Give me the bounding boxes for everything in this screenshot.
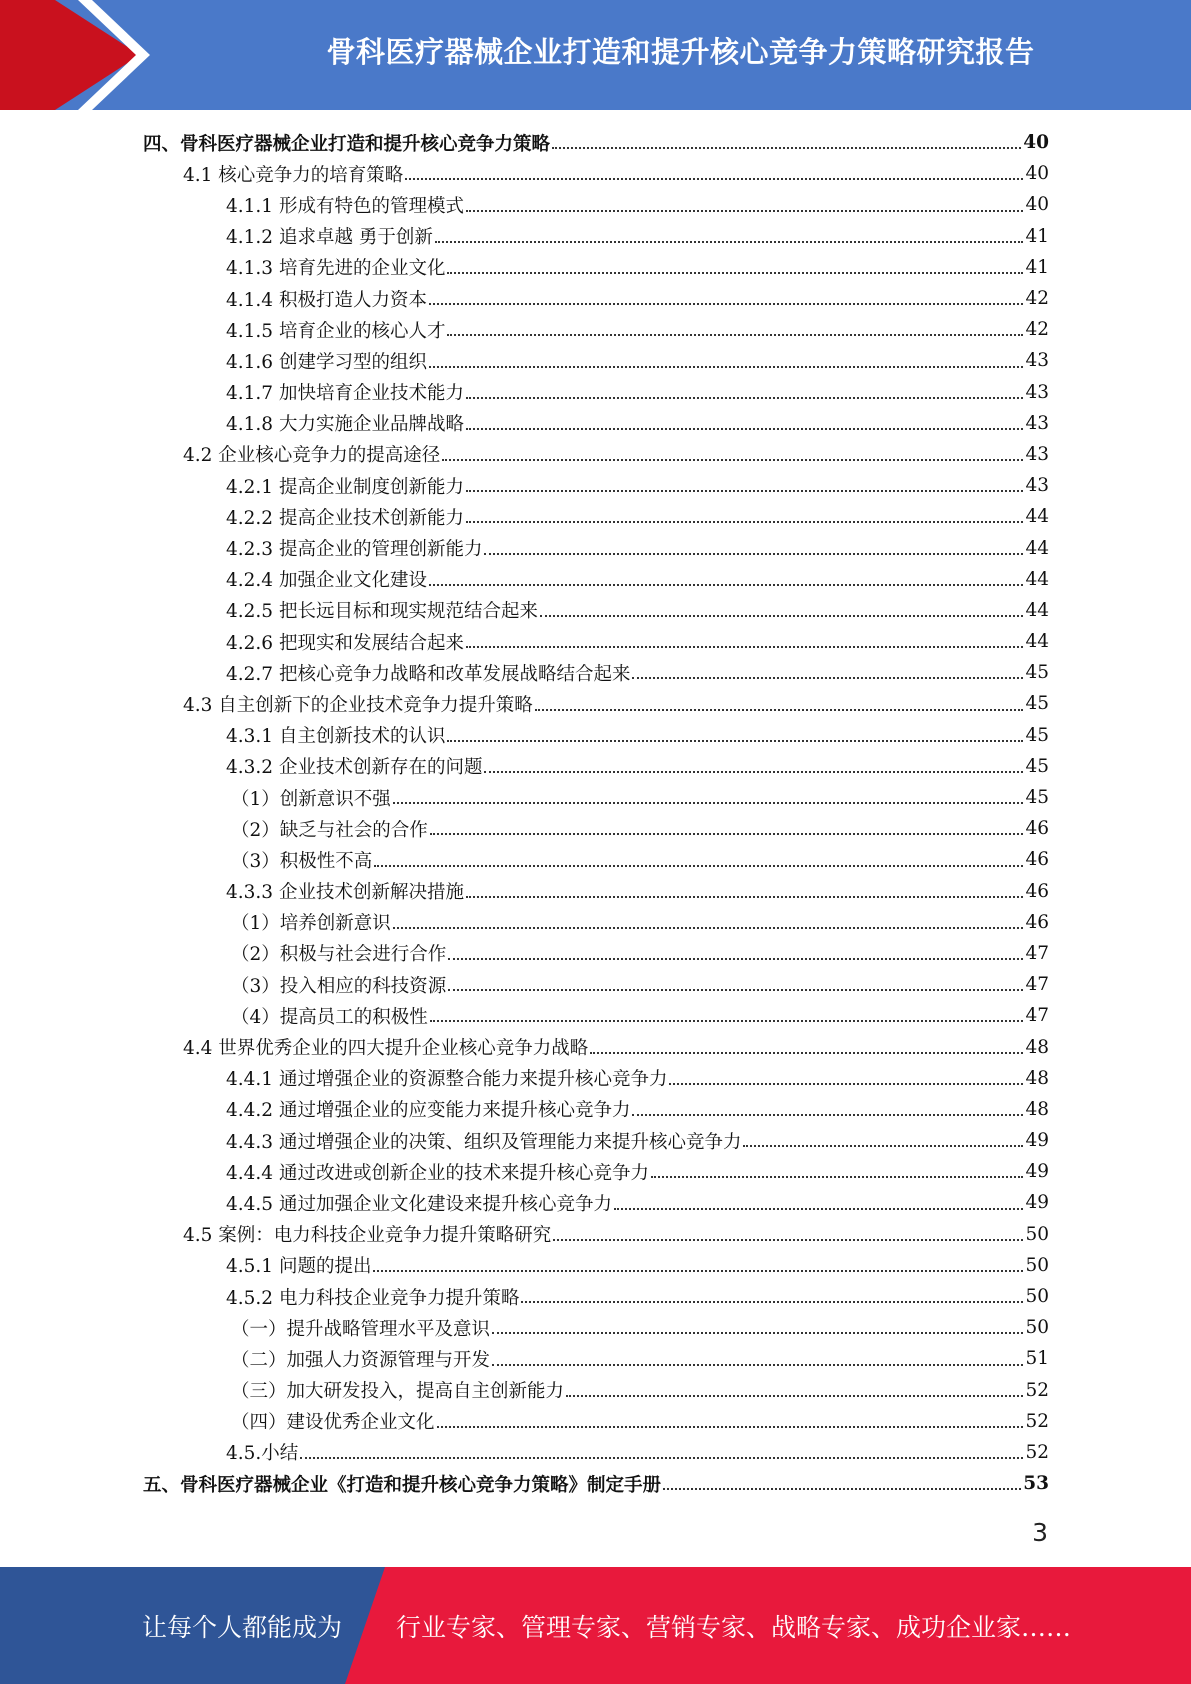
toc-entry-title: 4.2.1 提高企业制度创新能力 xyxy=(226,476,464,498)
toc-entry-page: 44 xyxy=(1025,631,1049,653)
toc-entry[interactable] xyxy=(143,688,1049,719)
table-of-contents xyxy=(143,127,1049,1499)
toc-entry-page: 47 xyxy=(1025,1005,1049,1027)
toc-entry-page: 43 xyxy=(1025,350,1049,372)
toc-entry-page: 45 xyxy=(1025,724,1049,746)
toc-entry-title: 4.1.6 创建学习型的组织 xyxy=(226,351,427,373)
toc-entry-title: 4.4 世界优秀企业的四大提升企业核心竞争力战略 xyxy=(183,1038,589,1060)
header-red-arrow xyxy=(0,0,140,110)
toc-entry[interactable] xyxy=(143,345,1049,376)
toc-entry-page: 52 xyxy=(1025,1379,1049,1401)
toc-entry-title: （一）提升战略管理水平及意识 xyxy=(231,1318,491,1340)
toc-entry-page: 49 xyxy=(1025,1161,1049,1183)
toc-entry-title: 4.1.3 培育先进的企业文化 xyxy=(226,258,446,280)
toc-entry-title: 4.2.7 把核心竞争力战略和改革发展战略结合起来 xyxy=(226,663,631,685)
toc-dot-leader xyxy=(632,1113,1023,1116)
toc-dot-leader xyxy=(437,1425,1024,1428)
toc-dot-leader xyxy=(540,614,1023,617)
toc-entry[interactable] xyxy=(143,564,1049,595)
toc-entry-page: 44 xyxy=(1025,537,1049,559)
toc-dot-leader xyxy=(484,770,1023,773)
toc-entry[interactable] xyxy=(143,532,1049,563)
toc-entry[interactable] xyxy=(143,751,1049,782)
toc-entry-title: 4.5 案例：电力科技企业竞争力提升策略研究 xyxy=(183,1225,552,1247)
toc-dot-leader xyxy=(614,1207,1023,1210)
toc-entry-title: 4.5.2 电力科技企业竞争力提升策略 xyxy=(226,1287,520,1309)
toc-entry[interactable] xyxy=(143,221,1049,252)
toc-entry-page: 45 xyxy=(1025,662,1049,684)
toc-entry-page: 48 xyxy=(1025,1067,1049,1089)
toc-dot-leader xyxy=(492,1331,1023,1334)
footer-slogan-left: 让每个人都能成为 xyxy=(142,1612,343,1642)
toc-entry-page: 45 xyxy=(1025,755,1049,777)
toc-entry-title: 4.1 核心竞争力的培育策略 xyxy=(183,164,404,186)
toc-entry-page: 53 xyxy=(1023,1473,1049,1495)
toc-entry[interactable] xyxy=(143,470,1049,501)
toc-dot-leader xyxy=(669,1082,1023,1085)
toc-dot-leader xyxy=(743,1144,1023,1147)
toc-entry-page: 48 xyxy=(1025,1098,1049,1120)
toc-entry-title: 4.1.7 加快培育企业技术能力 xyxy=(226,383,464,405)
toc-entry[interactable] xyxy=(143,1063,1049,1094)
toc-dot-leader xyxy=(590,1051,1023,1054)
toc-entry[interactable] xyxy=(143,907,1049,938)
toc-entry-title: 4.3.3 企业技术创新解决措施 xyxy=(226,882,464,904)
toc-entry-title: （3）积极性不高 xyxy=(231,850,373,872)
toc-entry[interactable] xyxy=(143,158,1049,189)
toc-entry-page: 46 xyxy=(1025,880,1049,902)
toc-entry-page: 41 xyxy=(1025,225,1049,247)
toc-entry-title: 4.2.4 加强企业文化建设 xyxy=(226,570,427,592)
toc-dot-leader xyxy=(466,427,1023,430)
toc-entry-page: 50 xyxy=(1025,1223,1049,1245)
toc-entry-title: 4.3.2 企业技术创新存在的问题 xyxy=(226,757,483,779)
toc-dot-leader xyxy=(447,333,1023,336)
page-header xyxy=(0,0,1191,110)
toc-entry[interactable] xyxy=(143,408,1049,439)
toc-entry[interactable] xyxy=(143,876,1049,907)
toc-entry-page: 43 xyxy=(1025,443,1049,465)
toc-dot-leader xyxy=(484,552,1023,555)
toc-entry-page: 44 xyxy=(1025,568,1049,590)
toc-entry[interactable] xyxy=(143,1187,1049,1218)
toc-dot-leader xyxy=(448,957,1023,960)
toc-entry[interactable] xyxy=(143,595,1049,626)
toc-entry[interactable] xyxy=(143,1406,1049,1437)
toc-dot-leader xyxy=(553,1238,1023,1241)
toc-dot-leader xyxy=(374,864,1023,867)
toc-entry-title: 4.5.小结 xyxy=(226,1443,299,1465)
toc-dot-leader xyxy=(552,146,1021,149)
toc-entry-page: 40 xyxy=(1023,132,1049,154)
toc-entry[interactable] xyxy=(143,1468,1049,1499)
toc-entry[interactable] xyxy=(143,252,1049,283)
toc-dot-leader xyxy=(663,1487,1021,1490)
toc-entry-title: 4.1.5 培育企业的核心人才 xyxy=(226,320,446,342)
toc-entry[interactable] xyxy=(143,501,1049,532)
toc-entry[interactable] xyxy=(143,127,1049,158)
toc-entry[interactable] xyxy=(143,1125,1049,1156)
toc-dot-leader xyxy=(442,458,1023,461)
toc-entry[interactable] xyxy=(143,1343,1049,1374)
toc-dot-leader xyxy=(466,489,1023,492)
toc-entry[interactable] xyxy=(143,1031,1049,1062)
toc-dot-leader xyxy=(373,1269,1023,1272)
toc-entry[interactable] xyxy=(143,189,1049,220)
toc-entry[interactable] xyxy=(143,1375,1049,1406)
toc-entry[interactable] xyxy=(143,314,1049,345)
report-title: 骨科医疗器械企业打造和提升核心竞争力策略研究报告 xyxy=(326,34,1035,69)
toc-entry-title: 4.4.3 通过增强企业的决策、组织及管理能力来提升核心竞争力 xyxy=(226,1131,742,1153)
toc-dot-leader xyxy=(492,1363,1023,1366)
toc-entry-title: 4.3 自主创新下的企业技术竞争力提升策略 xyxy=(183,694,533,716)
toc-entry-page: 52 xyxy=(1025,1441,1049,1463)
toc-entry-page: 45 xyxy=(1025,693,1049,715)
toc-entry[interactable] xyxy=(143,720,1049,751)
toc-entry[interactable] xyxy=(143,1250,1049,1281)
toc-entry-title: 4.4.2 通过增强企业的应变能力来提升核心竞争力 xyxy=(226,1100,631,1122)
toc-entry-page: 41 xyxy=(1025,256,1049,278)
toc-entry-title: 4.2.6 把现实和发展结合起来 xyxy=(226,632,464,654)
toc-entry-title: 4.1.1 形成有特色的管理模式 xyxy=(226,195,464,217)
toc-dot-leader xyxy=(466,396,1023,399)
toc-entry-title: （1）培养创新意识 xyxy=(231,913,391,935)
toc-entry-title: 4.4.4 通过改进或创新企业的技术来提升核心竞争力 xyxy=(226,1162,649,1184)
toc-entry-page: 50 xyxy=(1025,1317,1049,1339)
toc-entry[interactable] xyxy=(143,283,1049,314)
toc-entry-page: 45 xyxy=(1025,787,1049,809)
toc-entry[interactable] xyxy=(143,1000,1049,1031)
toc-entry-title: 4.1.8 大力实施企业品牌战略 xyxy=(226,414,464,436)
toc-dot-leader xyxy=(435,240,1024,243)
toc-entry-page: 47 xyxy=(1025,974,1049,996)
toc-dot-leader xyxy=(632,676,1023,679)
toc-entry-page: 40 xyxy=(1025,163,1049,185)
toc-entry[interactable] xyxy=(143,439,1049,470)
toc-entry-page: 43 xyxy=(1025,412,1049,434)
toc-entry-page: 43 xyxy=(1025,475,1049,497)
toc-entry-title: 4.2.3 提高企业的管理创新能力 xyxy=(226,539,483,561)
toc-dot-leader xyxy=(466,209,1023,212)
toc-entry-page: 49 xyxy=(1025,1130,1049,1152)
toc-entry[interactable] xyxy=(143,377,1049,408)
toc-entry-page: 42 xyxy=(1025,288,1049,310)
toc-entry[interactable] xyxy=(143,1094,1049,1125)
toc-entry-page: 47 xyxy=(1025,942,1049,964)
toc-dot-leader xyxy=(405,177,1023,180)
toc-dot-leader xyxy=(300,1456,1023,1459)
toc-entry[interactable] xyxy=(143,813,1049,844)
toc-entry-page: 51 xyxy=(1025,1348,1049,1370)
toc-entry-title: （二）加强人力资源管理与开发 xyxy=(231,1349,491,1371)
toc-entry-title: 4.2.2 提高企业技术创新能力 xyxy=(226,507,464,529)
toc-entry-title: 五、骨科医疗器械企业《打造和提升核心竞争力策略》制定手册 xyxy=(143,1474,662,1496)
toc-dot-leader xyxy=(429,302,1023,305)
toc-entry[interactable] xyxy=(143,938,1049,969)
toc-dot-leader xyxy=(466,645,1023,648)
toc-entry-title: 4.1.4 积极打造人力资本 xyxy=(226,289,427,311)
toc-entry[interactable] xyxy=(143,1281,1049,1312)
toc-entry-title: （三）加大研发投入，提高自主创新能力 xyxy=(231,1381,565,1403)
toc-entry[interactable] xyxy=(143,1219,1049,1250)
toc-dot-leader xyxy=(521,1300,1023,1303)
toc-entry[interactable] xyxy=(143,626,1049,657)
toc-entry-title: 4.4.1 通过增强企业的资源整合能力来提升核心竞争力 xyxy=(226,1069,668,1091)
toc-entry-page: 52 xyxy=(1025,1410,1049,1432)
toc-entry[interactable] xyxy=(143,844,1049,875)
toc-entry-title: （4）提高员工的积极性 xyxy=(231,1006,428,1028)
toc-entry-page: 46 xyxy=(1025,849,1049,871)
toc-entry-title: 4.1.2 追求卓越 勇于创新 xyxy=(226,227,433,249)
toc-entry-page: 46 xyxy=(1025,911,1049,933)
toc-entry-page: 42 xyxy=(1025,319,1049,341)
toc-dot-leader xyxy=(430,1019,1024,1022)
toc-dot-leader xyxy=(651,1175,1023,1178)
toc-entry-page: 43 xyxy=(1025,381,1049,403)
toc-entry-title: （3）投入相应的科技资源 xyxy=(231,975,447,997)
toc-dot-leader xyxy=(447,271,1023,274)
toc-entry-title: （四）建设优秀企业文化 xyxy=(231,1412,435,1434)
toc-entry[interactable] xyxy=(143,657,1049,688)
toc-entry-title: 4.5.1 问题的提出 xyxy=(226,1256,372,1278)
toc-entry-page: 44 xyxy=(1025,599,1049,621)
toc-entry-title: 4.3.1 自主创新技术的认识 xyxy=(226,726,446,748)
toc-entry-page: 49 xyxy=(1025,1192,1049,1214)
toc-entry-page: 44 xyxy=(1025,506,1049,528)
toc-entry-title: 4.4.5 通过加强企业文化建设来提升核心竞争力 xyxy=(226,1193,612,1215)
toc-dot-leader xyxy=(448,988,1023,991)
toc-entry[interactable] xyxy=(143,1156,1049,1187)
toc-entry[interactable] xyxy=(143,1312,1049,1343)
footer-slogan-right: 行业专家、管理专家、营销专家、战略专家、成功企业家…… xyxy=(396,1612,1072,1642)
toc-dot-leader xyxy=(466,520,1023,523)
toc-entry[interactable] xyxy=(143,782,1049,813)
toc-entry-title: 4.2 企业核心竞争力的提高途径 xyxy=(183,445,441,467)
toc-entry-page: 50 xyxy=(1025,1286,1049,1308)
toc-entry-title: 四、骨科医疗器械企业打造和提升核心竞争力策略 xyxy=(143,133,551,155)
toc-dot-leader xyxy=(430,832,1024,835)
toc-dot-leader xyxy=(566,1394,1023,1397)
page-footer xyxy=(0,1567,1191,1684)
page-number: 3 xyxy=(1032,1518,1048,1547)
toc-entry-title: （2）积极与社会进行合作 xyxy=(231,944,447,966)
toc-dot-leader xyxy=(466,895,1023,898)
toc-entry-title: （1）创新意识不强 xyxy=(231,788,391,810)
toc-dot-leader xyxy=(429,365,1023,368)
toc-entry-title: （2）缺乏与社会的合作 xyxy=(231,819,428,841)
toc-entry[interactable] xyxy=(143,969,1049,1000)
toc-entry-page: 50 xyxy=(1025,1254,1049,1276)
toc-entry[interactable] xyxy=(143,1437,1049,1468)
toc-dot-leader xyxy=(393,801,1024,804)
toc-entry-title: 4.2.5 把长远目标和现实规范结合起来 xyxy=(226,601,538,623)
toc-dot-leader xyxy=(447,739,1023,742)
toc-dot-leader xyxy=(393,926,1024,929)
toc-dot-leader xyxy=(429,583,1023,586)
toc-entry-page: 48 xyxy=(1025,1036,1049,1058)
toc-dot-leader xyxy=(535,708,1024,711)
toc-entry-page: 40 xyxy=(1025,194,1049,216)
toc-entry-page: 46 xyxy=(1025,818,1049,840)
